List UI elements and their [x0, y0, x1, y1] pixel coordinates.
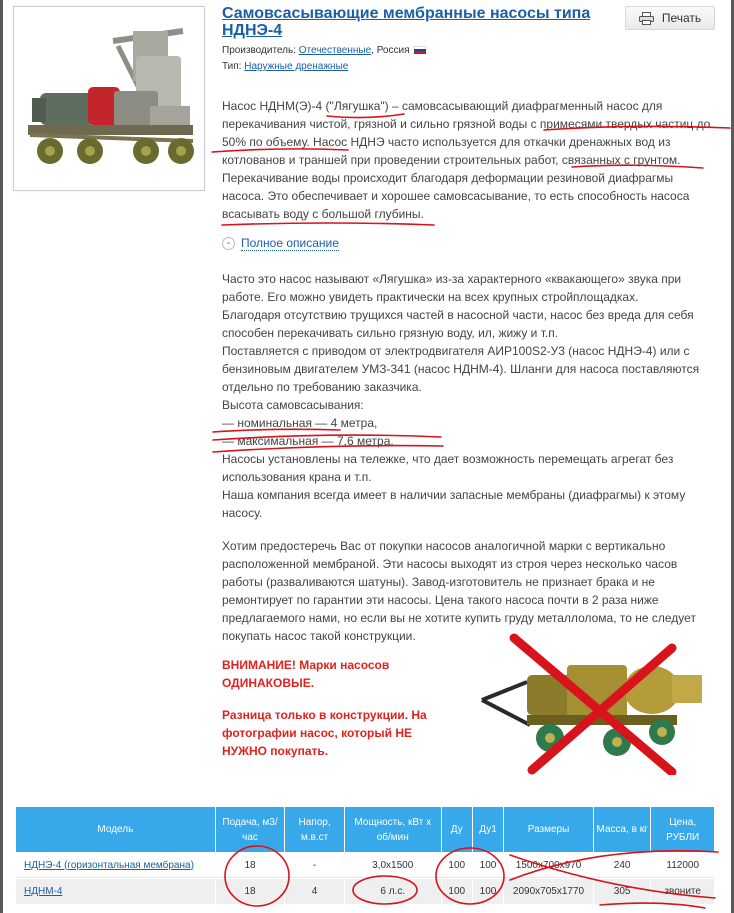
cell-price: 112000	[651, 853, 714, 878]
model-link[interactable]: НДНЭ-4 (горизонтальная мембрана)	[24, 859, 194, 871]
cell-mass: 305	[594, 879, 650, 904]
cell-mass: 240	[594, 853, 650, 878]
col-flow: Подача, м3/час	[216, 807, 285, 852]
desc-line: Часто это насос называют «Лягушка» из-за характерного «квакающего» звука при работе. Его можно увидеть практически на всех крупных стройплощадках.	[222, 272, 682, 304]
col-price: Цена, РУБЛИ	[651, 807, 714, 852]
full-description	[222, 270, 717, 522]
manufacturer-line	[222, 45, 426, 56]
cell-model[interactable]	[16, 853, 215, 878]
russia-flag-icon	[414, 46, 426, 54]
cell-power: 6 л.с.	[345, 879, 441, 904]
table-row[interactable]	[16, 879, 714, 904]
desc-line: Поставляется с приводом от электродвигателя АИР100S2-У3 (насос НДНЭ-4) или с бензиновым двигателем УМЗ-341 (насос НДНМ-4). Шланги для насоса поставляются отдельно по требованию заказчика.	[222, 344, 700, 394]
warning-difference: Разница только в конструкции. На фотографии насос, который НЕ НУЖНО покупать.	[222, 708, 427, 758]
product-photo[interactable]	[13, 6, 205, 191]
cell-price: звоните	[651, 879, 714, 904]
desc-line: Наша компания всегда имеет в наличии запасные мембраны (диафрагмы) к этому насосу.	[222, 488, 686, 520]
table-header-row	[16, 807, 714, 852]
col-du1: Ду1	[473, 807, 503, 852]
desc-line: Насосы установлены на тележке, что дает возможность перемещать агрегат без использования крана и т.п.	[222, 452, 674, 484]
collapse-icon: -	[222, 237, 235, 250]
col-mass: Масса, в кг	[594, 807, 650, 852]
bad-pump-photo	[472, 630, 707, 780]
full-description-toggle[interactable]	[222, 236, 339, 251]
cell-model[interactable]	[16, 879, 215, 904]
intro-paragraph: Насос НДНМ(Э)-4 ("Лягушка") – самовсасывающий диафрагменный насос для перекачивания чистой, грязной и сильно грязной воды с примесями твердых частиц до 50% по объему. Насос НДНЭ часто используется для откачки дренажных вод из котлованов и траншей при проведении строительных работ, связанных с грунтом. Перекачивание воды происходит благодаря деформации резиновой диафрагмы насоса. Это обеспечивает и хорошее самовсасывание, то есть способность насоса всасывать воду с большой глубины.	[222, 99, 711, 221]
caution-paragraph: Хотим предостеречь Вас от покупки насосов аналогичной марки с вертикально расположенной мембраной. Эти насосы выходят из строя через несколько часов работы (разваливаются шатуны). Завод-изготовитель не признает брака и не ремонтирует по гарантии эти насосы. Цена такого насоса почти в 2 раза ниже предлагаемого нами, но если вы не хотите купить груду металлолома, то не следует покупать насос такой конструкции.	[222, 539, 696, 643]
type-label: Тип:	[222, 61, 242, 72]
crossed-pump-image	[472, 630, 707, 775]
table-row[interactable]	[16, 853, 714, 878]
cell-power: 3,0x1500	[345, 853, 441, 878]
type-link[interactable]: Наружные дренажные	[244, 61, 349, 72]
col-model: Модель	[16, 807, 215, 852]
col-power: Мощность, кВт х об/мин	[345, 807, 441, 852]
desc-line: — номинальная — 4 метра,	[222, 416, 378, 430]
cell-dimensions: 2090x705x1770	[504, 879, 593, 904]
specs-table	[15, 806, 715, 905]
print-label: Печать	[661, 11, 702, 25]
cell-du: 100	[442, 879, 472, 904]
cell-du: 100	[442, 853, 472, 878]
desc-line: — максимальная — 7,6 метра.	[222, 434, 394, 448]
cell-head: -	[285, 853, 344, 878]
manufacturer-link[interactable]: Отечественные	[298, 45, 372, 56]
col-head: Напор, м.в.ст	[285, 807, 344, 852]
col-dimensions: Размеры	[504, 807, 593, 852]
cell-flow: 18	[216, 853, 285, 878]
cell-du1: 100	[473, 879, 503, 904]
full-description-link[interactable]: Полное описание	[241, 236, 339, 250]
cell-flow: 18	[216, 879, 285, 904]
cell-du1: 100	[473, 853, 503, 878]
print-button[interactable]	[625, 6, 715, 30]
cell-dimensions: 1500x700x970	[504, 853, 593, 878]
pump-image	[18, 11, 201, 187]
product-title[interactable]: Самовсасывающие мембранные насосы типа НДНЭ-4	[222, 5, 591, 39]
printer-icon	[639, 12, 654, 25]
warning-same-brands: ВНИМАНИЕ! Марки насосов ОДИНАКОВЫЕ.	[222, 658, 390, 690]
manufacturer-label: Производитель:	[222, 45, 296, 56]
manufacturer-country: , Россия	[371, 45, 410, 56]
desc-line: Благодаря отсутствию трущихся частей в насосной части, насос без вреда для себя способен перекачивать сильно грязную воду, ил, жижу и т.п.	[222, 308, 694, 340]
cell-head: 4	[285, 879, 344, 904]
model-link[interactable]: НДНМ-4	[24, 886, 63, 897]
desc-line: Высота самовсасывания:	[222, 398, 364, 412]
col-du: Ду	[442, 807, 472, 852]
type-line	[222, 61, 348, 72]
